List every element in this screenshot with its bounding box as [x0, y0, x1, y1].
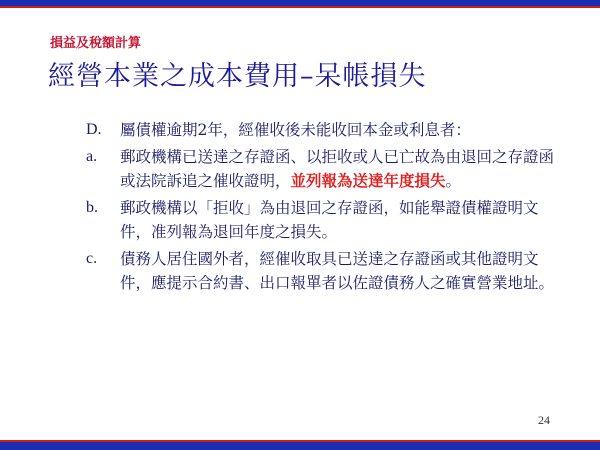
slide-title: 經營本業之成本費用–呆帳損失	[48, 61, 427, 92]
content-body	[86, 118, 556, 298]
list-marker: a.	[86, 148, 98, 165]
list-item-main	[86, 118, 556, 142]
list-item-text: 郵政機構已送達之存證函、以拒收或人已亡故為由退回之存證函或法院訴追之催收證明，	[120, 148, 555, 190]
list-item-c	[86, 247, 556, 295]
page-number: 24	[538, 413, 550, 427]
bottom-border-bar	[0, 442, 600, 450]
list-marker: c.	[86, 250, 98, 267]
list-item-text: 郵政機構以「拒收」為由退回之存證函，如能舉證債權證明文件，准列報為退回年度之損失。	[120, 199, 539, 241]
highlighted-text: 並列報為送達年度損失	[290, 171, 446, 190]
list-item-suffix: 。	[445, 172, 462, 190]
list-item-a	[86, 145, 556, 193]
list-marker: D.	[86, 121, 102, 138]
list-item-text: 債務人居住國外者，經催收取具已送達之存證函或其他證明文件，應提示合約書、出口報單者以佐證債務人之確實營業地址。	[120, 250, 555, 292]
list-item-text: 屬債權逾期2年，經催收後未能收回本金或利息者：	[120, 121, 471, 139]
top-border-accent	[0, 6, 600, 8]
list-marker: b.	[86, 199, 98, 216]
section-label: 損益及稅額計算	[50, 36, 142, 51]
list-item-b	[86, 196, 556, 244]
